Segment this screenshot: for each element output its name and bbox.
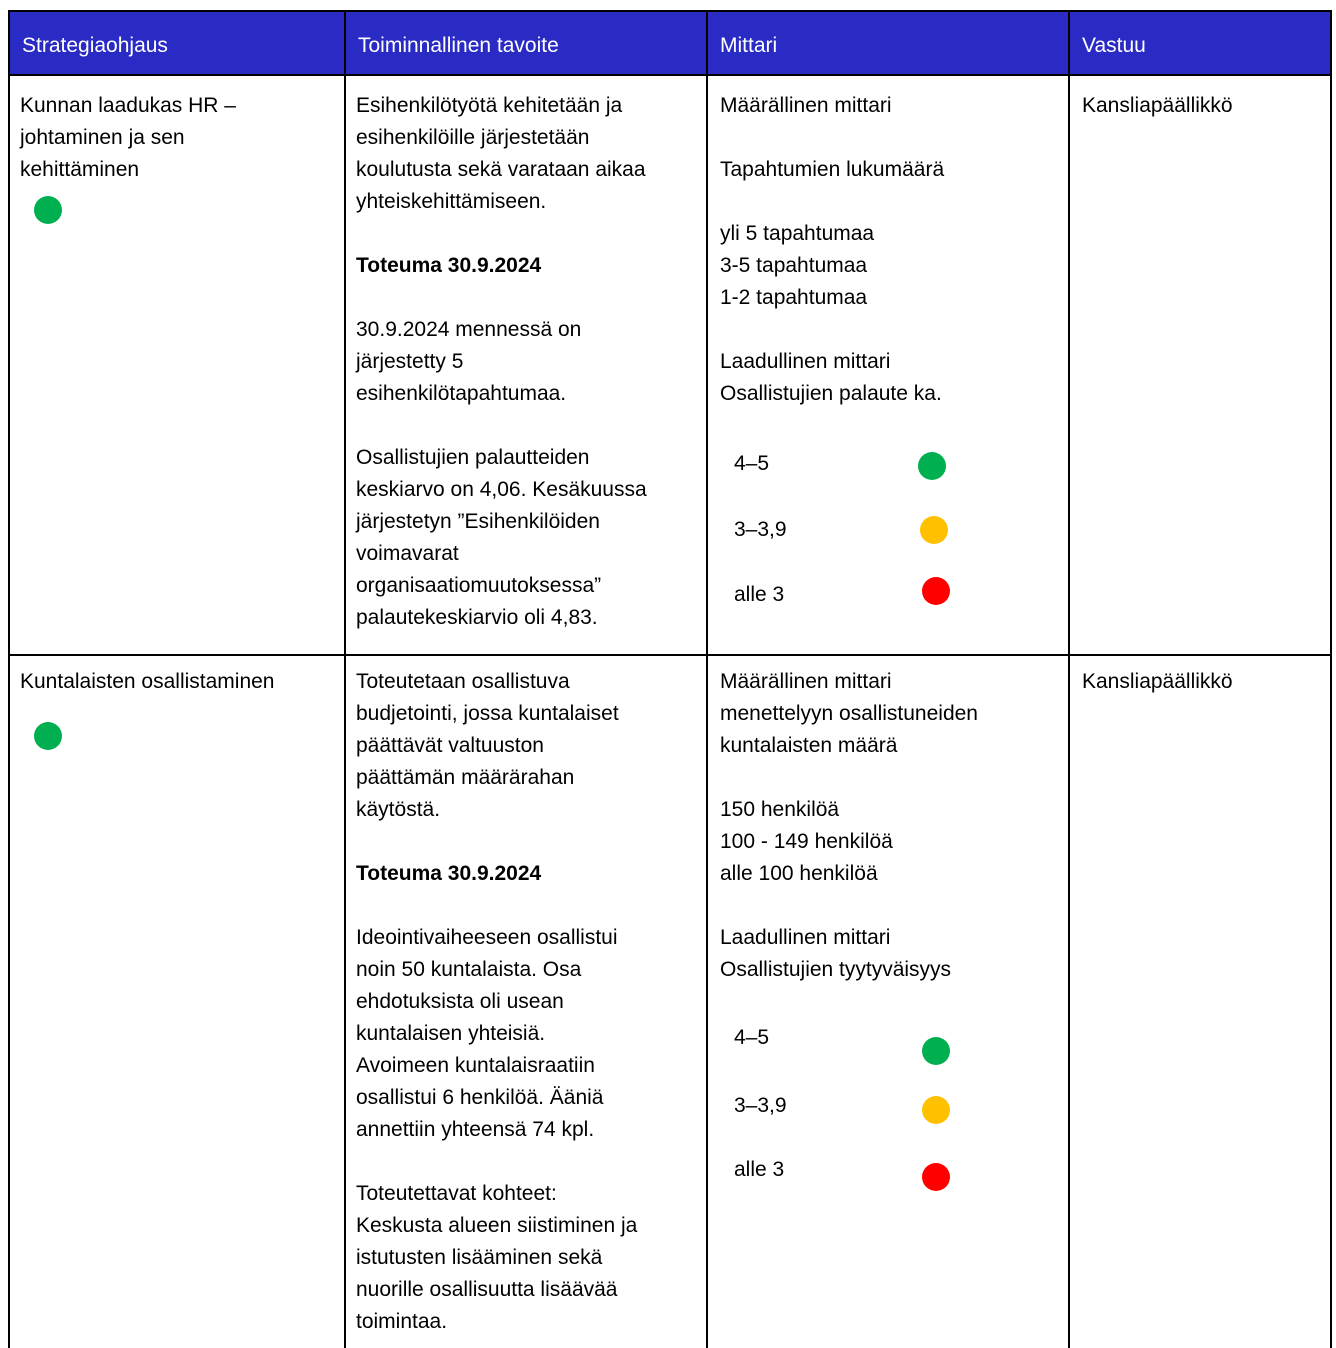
column-divider bbox=[344, 12, 346, 1348]
status-dot-red bbox=[922, 1163, 950, 1191]
header-metric: Mittari bbox=[720, 34, 778, 57]
row1-strategy bbox=[20, 90, 340, 186]
row2-strategy bbox=[20, 666, 340, 698]
header-goal: Toiminnallinen tavoite bbox=[358, 34, 559, 57]
text-line: kuntalaisen yhteisiä. bbox=[356, 1022, 546, 1045]
text-line: esihenkilötapahtumaa. bbox=[356, 382, 567, 405]
text-line: Laadullinen mittari bbox=[720, 926, 891, 949]
text-line: osallistui 6 henkilöä. Ääniä bbox=[356, 1086, 604, 1109]
text-line: yhteiskehittämiseen. bbox=[356, 190, 547, 213]
column-divider bbox=[706, 12, 708, 1348]
text-line: 100 - 149 henkilöä bbox=[720, 830, 893, 853]
level-label: 4–5 bbox=[734, 1026, 770, 1049]
realization-heading: Toteuma 30.9.2024 bbox=[356, 862, 542, 885]
row2-metric bbox=[720, 666, 1060, 986]
text-line: johtaminen ja sen bbox=[20, 126, 185, 149]
text-line: 150 henkilöä bbox=[720, 798, 840, 821]
header-responsible: Vastuu bbox=[1082, 34, 1146, 57]
level-label: 4–5 bbox=[734, 452, 770, 475]
status-dot-red bbox=[922, 577, 950, 605]
row2-goal bbox=[356, 666, 701, 1338]
column-divider bbox=[1068, 12, 1070, 1348]
text-line: voimavarat bbox=[356, 542, 459, 565]
row1-responsible: Kansliapäällikkö bbox=[1082, 94, 1233, 117]
text-line: Toteutetaan osallistuva bbox=[356, 670, 570, 693]
text-line: budjetointi, jossa kuntalaiset bbox=[356, 702, 619, 725]
text-line: kehittäminen bbox=[20, 158, 140, 181]
strategy-table bbox=[8, 10, 1332, 1348]
text-line: nuorille osallisuutta lisäävää bbox=[356, 1278, 618, 1301]
text-line: Kunnan laadukas HR – bbox=[20, 94, 236, 117]
text-line: toimintaa. bbox=[356, 1310, 448, 1333]
text-line: istutusten lisääminen sekä bbox=[356, 1246, 603, 1269]
text-line: Laadullinen mittari bbox=[720, 350, 891, 373]
status-dot-yellow bbox=[920, 516, 948, 544]
level-label: alle 3 bbox=[734, 583, 785, 606]
text-line: Ideointivaiheeseen osallistui bbox=[356, 926, 618, 949]
row2-responsible: Kansliapäällikkö bbox=[1082, 670, 1233, 693]
text-line: Toteutettavat kohteet: bbox=[356, 1182, 557, 1205]
text-line: päättämän määrärahan bbox=[356, 766, 575, 789]
text-line: Esihenkilötyötä kehitetään ja bbox=[356, 94, 623, 117]
text-line: 3-5 tapahtumaa bbox=[720, 254, 868, 277]
text-line: Määrällinen mittari bbox=[720, 670, 892, 693]
status-dot-green bbox=[34, 196, 62, 224]
row1-goal bbox=[356, 90, 701, 634]
text-line: Avoimeen kuntalaisraatiin bbox=[356, 1054, 595, 1077]
text-line: alle 100 henkilöä bbox=[720, 862, 878, 885]
level-label: 3–3,9 bbox=[734, 1094, 787, 1117]
status-dot-green bbox=[922, 1037, 950, 1065]
text-line: koulutusta sekä varataan aikaa bbox=[356, 158, 646, 181]
table-header bbox=[10, 12, 1330, 76]
text-line: Osallistujien tyytyväisyys bbox=[720, 958, 952, 981]
text-line: Osallistujien palaute ka. bbox=[720, 382, 942, 405]
level-label: alle 3 bbox=[734, 1158, 785, 1181]
text-line: menettelyyn osallistuneiden bbox=[720, 702, 978, 725]
row1-metric bbox=[720, 90, 1060, 410]
text-line: palautekeskiarvio oli 4,83. bbox=[356, 606, 598, 629]
text-line: esihenkilöille järjestetään bbox=[356, 126, 590, 149]
status-dot-green bbox=[918, 452, 946, 480]
text-line: Keskusta alueen siistiminen ja bbox=[356, 1214, 638, 1237]
text-line: noin 50 kuntalaista. Osa bbox=[356, 958, 582, 981]
text-line: 30.9.2024 mennessä on bbox=[356, 318, 582, 341]
text-line: annettiin yhteensä 74 kpl. bbox=[356, 1118, 595, 1141]
text-line: yli 5 tapahtumaa bbox=[720, 222, 875, 245]
text-line: kuntalaisten määrä bbox=[720, 734, 898, 757]
text-line: 1-2 tapahtumaa bbox=[720, 286, 868, 309]
text-line: keskiarvo on 4,06. Kesäkuussa bbox=[356, 478, 647, 501]
text-line: Määrällinen mittari bbox=[720, 94, 892, 117]
realization-heading: Toteuma 30.9.2024 bbox=[356, 254, 542, 277]
status-dot-yellow bbox=[922, 1096, 950, 1124]
text-line: ehdotuksista oli usean bbox=[356, 990, 564, 1013]
text-line: käytöstä. bbox=[356, 798, 441, 821]
row-divider bbox=[10, 654, 1330, 656]
level-label: 3–3,9 bbox=[734, 518, 787, 541]
text-line: Osallistujien palautteiden bbox=[356, 446, 590, 469]
status-dot-green bbox=[34, 722, 62, 750]
text-line: organisaatiomuutoksessa” bbox=[356, 574, 602, 597]
text-line: Kuntalaisten osallistaminen bbox=[20, 670, 275, 693]
text-line: Tapahtumien lukumäärä bbox=[720, 158, 945, 181]
text-line: päättävät valtuuston bbox=[356, 734, 544, 757]
text-line: järjestetty 5 bbox=[356, 350, 464, 373]
text-line: järjestetyn ”Esihenkilöiden bbox=[356, 510, 600, 533]
header-strategy: Strategiaohjaus bbox=[22, 34, 168, 57]
